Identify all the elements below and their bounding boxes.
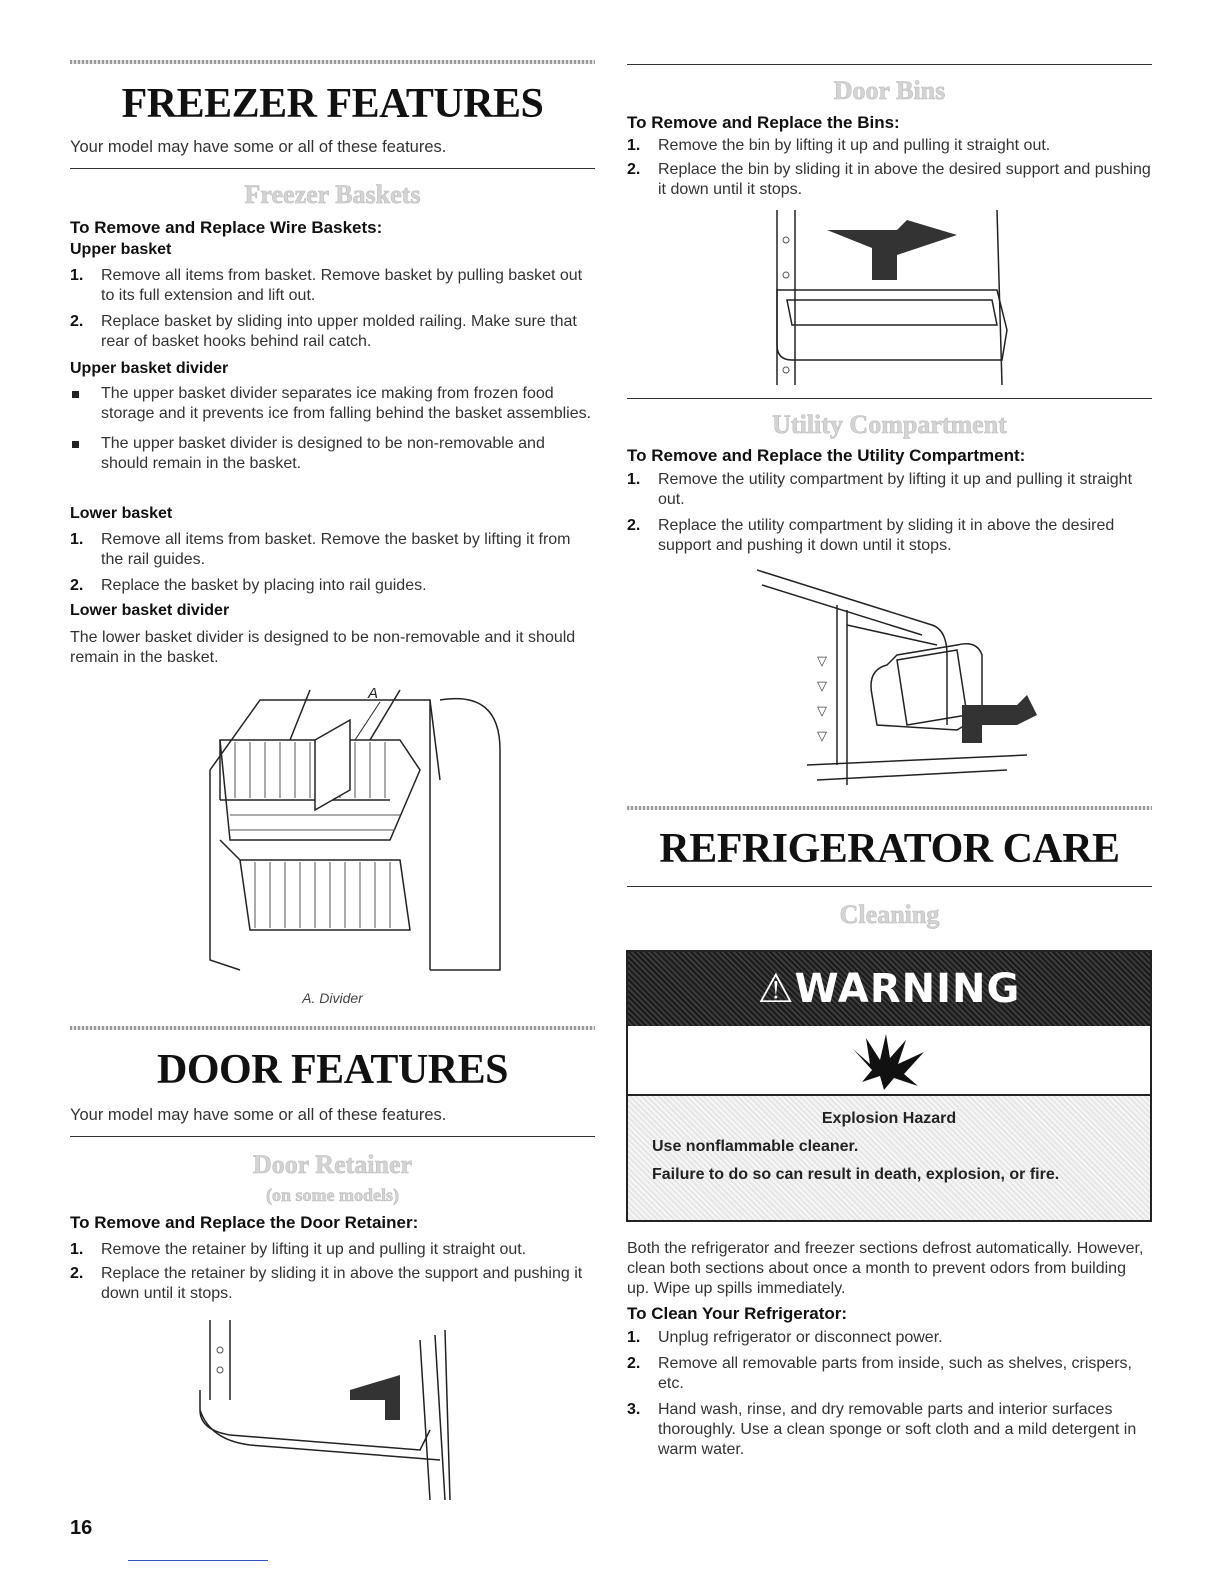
clean-refrigerator-heading: To Clean Your Refrigerator: bbox=[627, 1304, 848, 1323]
rule bbox=[627, 886, 1152, 887]
list-item: 2. Replace basket by sliding into upper molded railing. Make sure that rear of basket hooks behind rail catch. bbox=[70, 313, 577, 350]
warning-label: ⚠WARNING bbox=[757, 966, 1021, 1012]
door-intro: Your model may have some or all of these features. bbox=[70, 1106, 447, 1124]
svg-text:▽: ▽ bbox=[817, 704, 827, 719]
retainer-steps bbox=[70, 1240, 595, 1304]
clean-steps bbox=[627, 1328, 1152, 1460]
upper-divider-heading: Upper basket divider bbox=[70, 360, 229, 377]
list-item: 1. Remove all items from basket. Remove the basket by lifting it from the rail guides. bbox=[70, 531, 571, 568]
cleaning-heading: Cleaning bbox=[839, 900, 940, 929]
lower-divider-text: The lower basket divider is designed to be non-removable and it should remain in the basket. bbox=[70, 629, 576, 666]
arrow-icon bbox=[827, 220, 957, 280]
bullet-icon bbox=[70, 434, 101, 474]
rule bbox=[70, 168, 595, 169]
section-divider bbox=[627, 806, 1152, 810]
cleaning-body: Both the refrigerator and freezer sections defrost automatically. However, clean both sections about once a month to prevent odors from building up. Wipe up spills immediately. bbox=[627, 1240, 1144, 1297]
svg-text:▽: ▽ bbox=[817, 729, 827, 744]
door-retainer-heading: Door Retainer bbox=[252, 1150, 413, 1179]
freezer-intro: Your model may have some or all of these features. bbox=[70, 138, 447, 156]
utility-compartment-heading: Utility Compartment bbox=[772, 410, 1007, 439]
warning-banner bbox=[628, 952, 1150, 1026]
explosion-icon bbox=[848, 1034, 928, 1090]
wire-baskets-heading: To Remove and Replace Wire Baskets: bbox=[70, 218, 383, 237]
door-retainer-subheading: (on some models) bbox=[266, 1185, 399, 1205]
freezer-features-title: FREEZER FEATURES bbox=[121, 81, 544, 127]
upper-basket-steps bbox=[70, 266, 595, 352]
list-item: 1. Remove the utility compartment by lifting it up and pulling it straight out. bbox=[627, 471, 1133, 508]
freezer-baskets-heading: Freezer Baskets bbox=[244, 180, 421, 209]
arrow-icon bbox=[962, 695, 1037, 743]
door-bin-illustration bbox=[767, 210, 1017, 385]
bins-remove-heading: To Remove and Replace the Bins: bbox=[627, 113, 900, 132]
rule bbox=[70, 1136, 595, 1137]
list-item: 2. Replace the retainer by sliding it in above the support and pushing it down until it stops. bbox=[70, 1265, 583, 1302]
freezer-basket-illustration bbox=[200, 680, 510, 980]
utility-steps bbox=[627, 470, 1152, 556]
page-number: 16 bbox=[70, 1517, 93, 1539]
figure-caption: A. Divider bbox=[302, 990, 363, 1006]
upper-basket-heading: Upper basket bbox=[70, 241, 172, 258]
list-item: 1. Remove the retainer by lifting it up and pulling it straight out. bbox=[70, 1241, 527, 1258]
rule bbox=[627, 64, 1152, 65]
callout-a: A bbox=[368, 685, 379, 702]
arrow-icon bbox=[350, 1375, 400, 1420]
lower-basket-steps bbox=[70, 530, 595, 596]
list-item: The upper basket divider separates ice making from frozen food storage and it prevents ice from falling behind the basket assemblies. bbox=[70, 384, 595, 424]
utility-compartment-illustration bbox=[757, 565, 1037, 795]
warning-text-area bbox=[628, 1094, 1150, 1220]
refrigerator-care-title: REFRIGERATOR CARE bbox=[659, 826, 1120, 872]
list-item: 1. Unplug refrigerator or disconnect power. bbox=[627, 1329, 943, 1346]
door-retainer-illustration bbox=[190, 1320, 490, 1500]
list-item: 2. Replace the utility compartment by sliding it in above the desired support and pushing it down until it stops. bbox=[627, 517, 1115, 554]
bins-steps bbox=[627, 136, 1152, 200]
door-bins-heading: Door Bins bbox=[833, 76, 946, 105]
warning-box bbox=[626, 950, 1152, 1222]
door-features-title: DOOR FEATURES bbox=[157, 1047, 508, 1093]
warning-line-1: Use nonflammable cleaner. bbox=[652, 1138, 859, 1155]
bullet-icon bbox=[70, 384, 101, 424]
footer-link-line bbox=[128, 1560, 268, 1561]
list-item: 1. Remove the bin by lifting it up and pulling it straight out. bbox=[627, 137, 1051, 154]
lower-basket-heading: Lower basket bbox=[70, 505, 173, 522]
list-item: 1. Remove all items from basket. Remove basket by pulling basket out to its full extension and lift out. bbox=[70, 267, 583, 304]
list-item: 3. Hand wash, rinse, and dry removable parts and interior surfaces thoroughly. Use a clean sponge or soft cloth and a mild detergent in warm water. bbox=[627, 1401, 1137, 1458]
svg-text:▽: ▽ bbox=[817, 679, 827, 694]
explosion-hazard-title: Explosion Hazard bbox=[821, 1110, 957, 1127]
list-item: 2. Replace the basket by placing into rail guides. bbox=[70, 577, 427, 594]
utility-remove-heading: To Remove and Replace the Utility Compartment: bbox=[627, 446, 1026, 465]
section-divider bbox=[70, 60, 595, 64]
warning-line-2: Failure to do so can result in death, explosion, or fire. bbox=[652, 1166, 1060, 1183]
rule bbox=[627, 398, 1152, 399]
divider-bullets bbox=[70, 384, 595, 474]
lower-divider-heading: Lower basket divider bbox=[70, 602, 230, 619]
list-item: 2. Remove all removable parts from inside, such as shelves, crispers, etc. bbox=[627, 1355, 1132, 1392]
retainer-remove-heading: To Remove and Replace the Door Retainer: bbox=[70, 1213, 419, 1232]
list-item: The upper basket divider is designed to be non-removable and should remain in the basket. bbox=[70, 434, 595, 474]
svg-text:▽: ▽ bbox=[817, 654, 827, 669]
section-divider bbox=[70, 1026, 595, 1030]
divider-part bbox=[315, 720, 350, 810]
list-item: 2. Replace the bin by sliding it in above the desired support and pushing it down until it stops. bbox=[627, 161, 1151, 198]
